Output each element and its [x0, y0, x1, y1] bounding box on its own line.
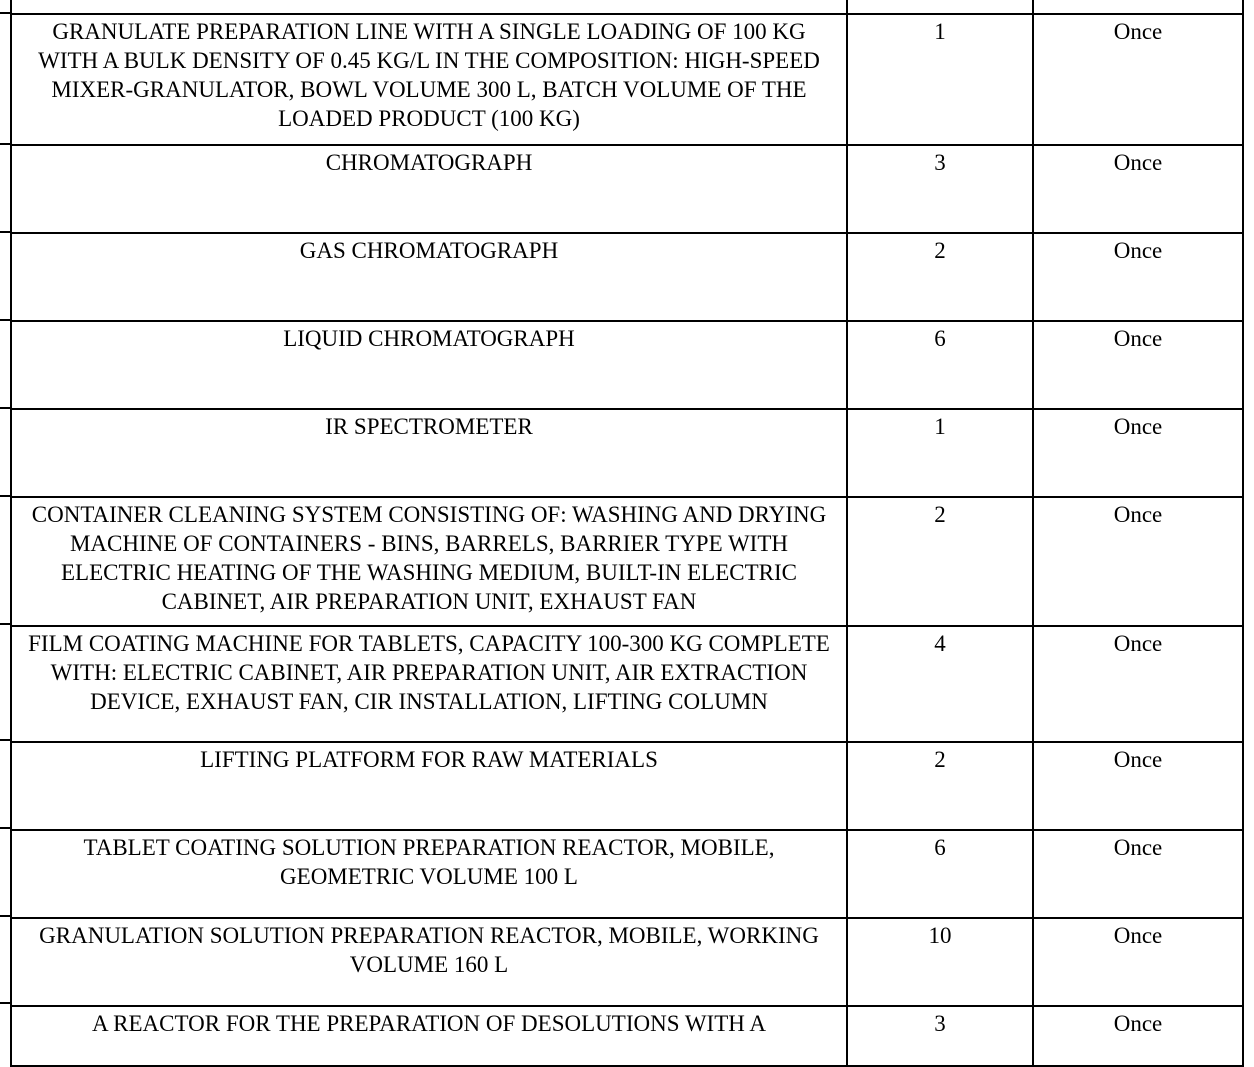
table-row	[11, 830, 1243, 918]
quantity-cell: 6	[847, 321, 1033, 409]
left-border-stub	[0, 495, 10, 497]
table-row	[11, 742, 1243, 830]
table-row	[11, 626, 1243, 742]
equipment-name-cell: TABLET COATING SOLUTION PREPARATION REACTOR, MOBILE, GEOMETRIC VOLUME 100 L	[11, 830, 847, 918]
left-border-stub	[0, 12, 10, 14]
left-border-stub	[0, 915, 10, 917]
table-row	[11, 321, 1243, 409]
table-row	[11, 1006, 1243, 1066]
table-row	[11, 14, 1243, 145]
frequency-cell: Once	[1033, 497, 1243, 626]
equipment-name-cell: GAS CHROMATOGRAPH	[11, 233, 847, 321]
left-border-stub	[0, 143, 10, 145]
frequency-cell: Once	[1033, 14, 1243, 145]
frequency-cell: Once	[1033, 233, 1243, 321]
frequency-cell: Once	[1033, 409, 1243, 497]
table-row	[11, 497, 1243, 626]
quantity-cell	[847, 0, 1033, 14]
left-border-stub	[0, 739, 10, 741]
frequency-cell: Once	[1033, 321, 1243, 409]
quantity-cell: 6	[847, 830, 1033, 918]
quantity-cell: 2	[847, 742, 1033, 830]
equipment-name-cell: CONTAINER CLEANING SYSTEM CONSISTING OF: WASHING AND DRYING MACHINE OF CONTAINERS - BINS, BARRELS, BARRIER TYPE WITH ELECTRIC HEATING OF THE WASHING MEDIUM, BUILT-IN ELECTRIC CABINET, AIR PREPARATION UNIT, EXHAUST FAN	[11, 497, 847, 626]
quantity-cell: 10	[847, 918, 1033, 1006]
equipment-name-cell: LIFTING PLATFORM FOR RAW MATERIALS	[11, 742, 847, 830]
table-row	[11, 233, 1243, 321]
frequency-cell: Once	[1033, 918, 1243, 1006]
quantity-cell: 1	[847, 14, 1033, 145]
frequency-cell: Once	[1033, 145, 1243, 233]
quantity-cell: 4	[847, 626, 1033, 742]
table-row	[11, 918, 1243, 1006]
table-row	[11, 0, 1243, 14]
equipment-name-cell: CHROMATOGRAPH	[11, 145, 847, 233]
left-border-stub	[0, 623, 10, 625]
equipment-name-cell: A REACTOR FOR THE PREPARATION OF DESOLUTIONS WITH A	[11, 1006, 847, 1066]
quantity-cell: 2	[847, 497, 1033, 626]
equipment-name-cell	[11, 0, 847, 14]
left-border-stub	[0, 407, 10, 409]
equipment-table	[10, 0, 1244, 1067]
equipment-name-cell: FILM COATING MACHINE FOR TABLETS, CAPACITY 100-300 KG COMPLETE WITH: ELECTRIC CABINET, AIR PREPARATION UNIT, AIR EXTRACTION DEVICE, EXHAUST FAN, CIR INSTALLATION, LIFTING COLUMN	[11, 626, 847, 742]
frequency-cell	[1033, 0, 1243, 14]
frequency-cell: Once	[1033, 830, 1243, 918]
quantity-cell: 2	[847, 233, 1033, 321]
left-border-stub	[0, 1002, 10, 1004]
equipment-name-cell: GRANULATE PREPARATION LINE WITH A SINGLE LOADING OF 100 KG WITH A BULK DENSITY OF 0.45 KG/L IN THE COMPOSITION: HIGH-SPEED MIXER-GRANULATOR, BOWL VOLUME 300 L, BATCH VOLUME OF THE LOADED PRODUCT (100 KG)	[11, 14, 847, 145]
quantity-cell: 1	[847, 409, 1033, 497]
equipment-name-cell: IR SPECTROMETER	[11, 409, 847, 497]
equipment-name-cell: GRANULATION SOLUTION PREPARATION REACTOR, MOBILE, WORKING VOLUME 160 L	[11, 918, 847, 1006]
frequency-cell: Once	[1033, 742, 1243, 830]
quantity-cell: 3	[847, 145, 1033, 233]
table-row	[11, 145, 1243, 233]
quantity-cell: 3	[847, 1006, 1033, 1066]
left-border-stub	[0, 231, 10, 233]
left-border-stub	[0, 827, 10, 829]
table-row	[11, 409, 1243, 497]
frequency-cell: Once	[1033, 626, 1243, 742]
equipment-name-cell: LIQUID CHROMATOGRAPH	[11, 321, 847, 409]
left-border-stub	[0, 319, 10, 321]
frequency-cell: Once	[1033, 1006, 1243, 1066]
